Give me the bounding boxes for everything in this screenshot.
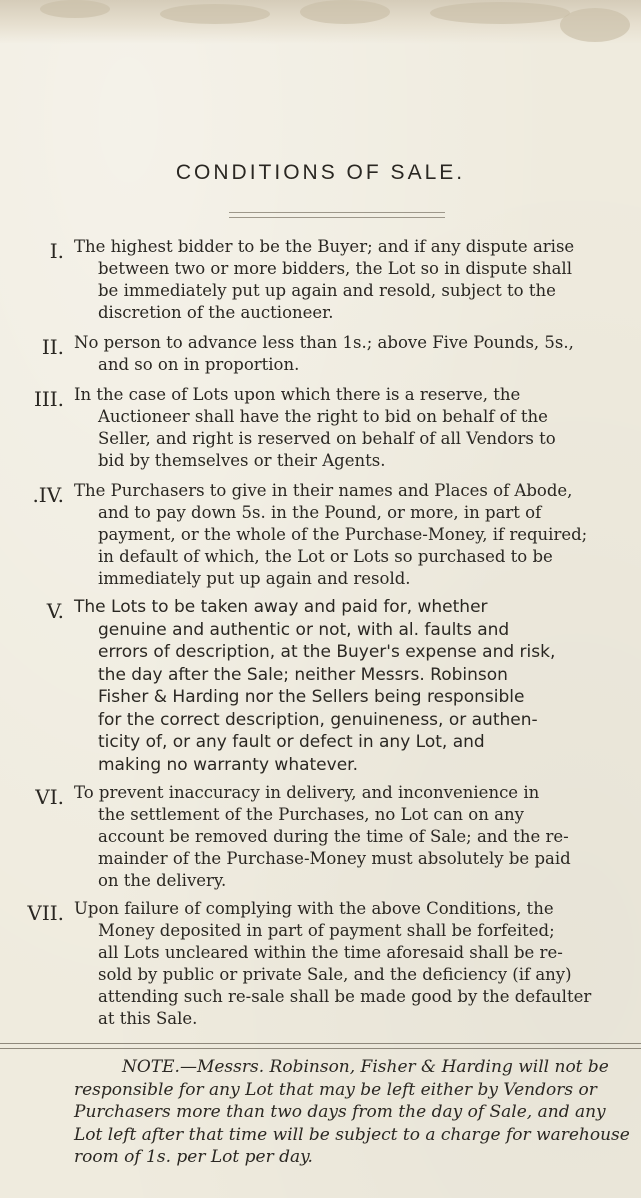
clause-line: attending such re-sale shall be made good by the defaulter: [98, 987, 592, 1006]
clause-text: [74, 332, 629, 376]
clause-line: be immediately put up again and resold, subject to the: [98, 281, 556, 300]
note-double-rule: [0, 1043, 641, 1049]
clause-line: on the delivery.: [98, 871, 227, 890]
clause-numeral: III.: [33, 387, 64, 411]
clause-numeral: II.: [41, 335, 64, 359]
paper-stain: [300, 0, 390, 24]
clause-numeral: VI.: [35, 785, 64, 809]
clause-line: sold by public or private Sale, and the deficiency (if any): [98, 965, 572, 984]
clause-line: To prevent inaccuracy in delivery, and inconvenience in: [74, 783, 540, 802]
torn-top-edge: [0, 0, 641, 44]
clause-line: between two or more bidders, the Lot so in dispute shall: [98, 259, 572, 278]
clause-line: payment, or the whole of the Purchase-Money, if required;: [98, 525, 588, 544]
clause-line: No person to advance less than 1s.; above Five Pounds, 5s.,: [74, 333, 574, 352]
clause-text: [74, 596, 629, 776]
paper-stain: [160, 4, 270, 24]
clause-numeral: I.: [49, 239, 64, 263]
clause-text: [74, 898, 629, 1030]
clause-line: all Lots uncleared within the time aforesaid shall be re-: [98, 943, 563, 962]
clause-line: and to pay down 5s. in the Pound, or more, in part of: [98, 503, 542, 522]
note-line: responsible for any Lot that may be left either by Vendors or: [74, 1079, 597, 1100]
footnote: [0, 1056, 641, 1169]
note-line: Lot left after that time will be subject to a charge for warehouse: [74, 1124, 630, 1145]
note-line: NOTE.—Messrs. Robinson, Fisher & Harding will not be: [122, 1057, 609, 1077]
title-double-rule: [229, 212, 445, 218]
clause-line: The Lots to be taken away and paid for, whether: [74, 597, 488, 617]
note-line: Purchasers more than two days from the day of Sale, and any: [74, 1102, 606, 1122]
paper-stain: [560, 8, 630, 42]
clause-line: the day after the Sale; neither Messrs. Robinson: [98, 664, 508, 685]
clause-line: and so on in proportion.: [98, 355, 300, 374]
clause-line: the settlement of the Purchases, no Lot can on any: [98, 805, 524, 824]
clause-line: In the case of Lots upon which there is a reserve, the: [74, 385, 521, 404]
clause-line: The Purchasers to give in their names and Places of Abode,: [74, 481, 573, 500]
clause-line: account be removed during the time of Sale; and the re-: [98, 827, 569, 846]
clause-line: discretion of the auctioneer.: [98, 303, 334, 322]
clause-text: [74, 480, 629, 590]
clause-line: mainder of the Purchase-Money must absolutely be paid: [98, 849, 571, 868]
clause-line: making no warranty whatever.: [98, 754, 358, 775]
clause-line: genuine and authentic or not, with al. faults and: [98, 619, 510, 640]
clause-text: [74, 236, 629, 324]
clause-line: Upon failure of complying with the above Conditions, the: [74, 899, 554, 918]
clause-line: bid by themselves or their Agents.: [98, 451, 386, 470]
clause-line: at this Sale.: [98, 1009, 198, 1028]
clause-line: immediately put up again and resold.: [98, 569, 411, 588]
note-line: room of 1s. per Lot per day.: [74, 1147, 313, 1167]
clause-line: The highest bidder to be the Buyer; and if any dispute arise: [74, 237, 575, 256]
page-title: CONDITIONS OF SALE.: [175, 161, 466, 184]
clause-numeral: .IV.: [32, 483, 64, 507]
clause-line: Seller, and right is reserved on behalf of all Vendors to: [98, 429, 556, 448]
clause-line: Money deposited in part of payment shall be forfeited;: [98, 921, 555, 940]
clause-line: ticity of, or any fault or defect in any Lot, and: [98, 732, 485, 752]
clause-line: errors of description, at the Buyer's expense and risk,: [98, 642, 556, 662]
clause-line: in default of which, the Lot or Lots so purchased to be: [98, 547, 553, 566]
clause-numeral: VII.: [27, 901, 64, 925]
clause-line: Auctioneer shall have the right to bid on behalf of the: [98, 407, 548, 426]
clause-line: for the correct description, genuineness, or authen-: [98, 709, 538, 730]
paper-stain: [430, 2, 570, 24]
clause-text: [74, 782, 629, 892]
clause-line: Fisher & Harding nor the Sellers being responsible: [98, 687, 525, 707]
clause-text: [74, 384, 629, 472]
clause-numeral: V.: [46, 599, 64, 623]
paper-stain: [40, 0, 110, 18]
